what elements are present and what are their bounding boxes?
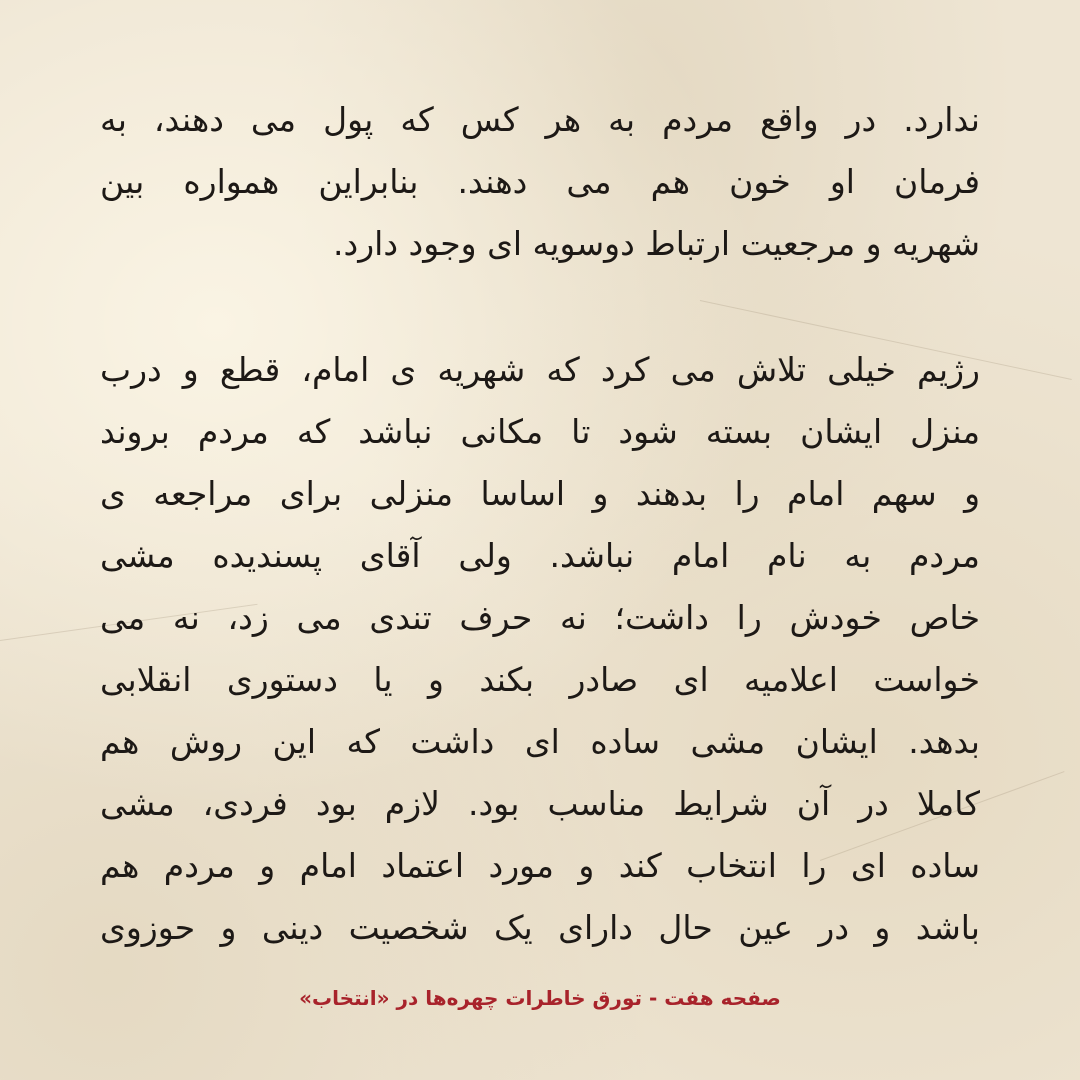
- text-line: خاص خودش را داشت؛ نه حرف تندی می زد، نه می: [100, 598, 980, 637]
- text-line: مردم به نام امام نباشد. ولی آقای پسندیده مشی: [100, 536, 980, 575]
- text-line: کاملا در آن شرایط مناسب بود. لازم بود فردی، مشی: [100, 784, 980, 823]
- paragraph-2: [100, 339, 980, 959]
- text-line: بدهد. ایشان مشی ساده ای داشت که این روش هم: [100, 722, 980, 761]
- text-line: ندارد. در واقع مردم به هر کس که پول می دهند، به: [100, 100, 980, 139]
- text-line: فرمان او خون هم می دهند. بنابراین همواره بین: [100, 162, 980, 201]
- text-line: ساده ای را انتخاب کند و مورد اعتماد امام و مردم هم: [100, 846, 980, 885]
- text-line: باشد و در عین حال دارای یک شخصیت دینی و حوزوی: [100, 908, 980, 947]
- page-footer-caption: صفحه هفت - تورق خاطرات چهره‌ها در «انتخاب»: [299, 986, 781, 1010]
- text-line: منزل ایشان بسته شود تا مکانی نباشد که مردم بروند: [100, 412, 980, 451]
- text-line: خواست اعلامیه ای صادر بکند و یا دستوری انقلابی: [100, 660, 980, 699]
- paragraph-1: [100, 89, 980, 275]
- text-line: رژیم خیلی تلاش می کرد که شهریه ی امام، قطع و درب: [100, 350, 980, 389]
- text-line: و سهم امام را بدهند و اساسا منزلی برای مراجعه ی: [100, 474, 980, 513]
- text-line: شهریه و مرجعیت ارتباط دوسویه ای وجود دارد.: [333, 224, 980, 263]
